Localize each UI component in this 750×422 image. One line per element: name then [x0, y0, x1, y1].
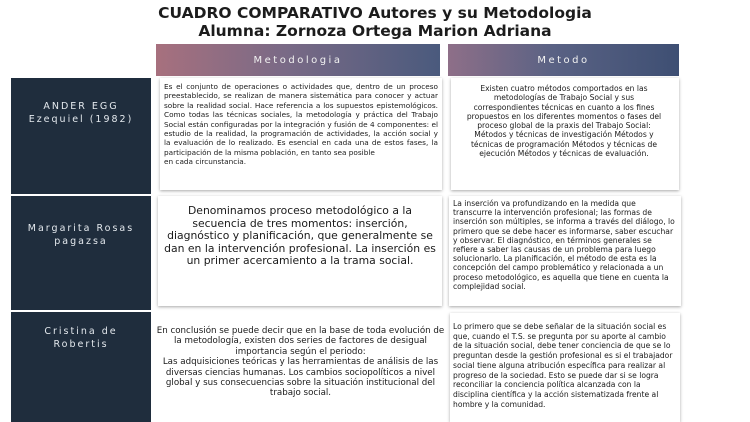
cell-text: Denominamos proceso metodológico a la secuencia de tres momentos: inserción, diagnóstico y planificación, que generalmente se dan en la intervención profesional. La inserción es un primer acercamiento a la trama social.	[164, 204, 436, 267]
column-header-metodologia: Metodologia	[156, 44, 440, 76]
cell-text: En conclusión se puede decir que en la base de toda evolución de la metodología, existen dos series de factores de desigual importancia según el periodo:	[156, 326, 445, 357]
cell-text: Existen cuatro métodos comportados en las metodologías de Trabajo Social y sus correspondientes técnicas en cuanto a los fines propuestos en los diferentes momentos o fases del proceso global de la praxis del Trabajo Social: Métodos y técnicas de investigación Métodos y técnicas de programación Métodos y técnicas de ejecución Métodos y técnicas de evaluación.	[466, 84, 662, 159]
row-label-ander-egg	[11, 78, 151, 194]
title-line-1: CUADRO COMPARATIVO Autores y su Metodologia	[158, 4, 592, 22]
column-header-metodo: Metodo	[448, 44, 679, 76]
cell-text-end: en cada circunstancia.	[164, 157, 247, 167]
cell-metodologia-ander-egg	[160, 78, 442, 190]
author-detail: pagazsa	[54, 236, 108, 247]
cell-metodo-cristina-de-robertis	[450, 313, 680, 422]
author-name: ANDER EGG	[43, 101, 119, 112]
cell-metodologia-cristina-de-robertis	[155, 313, 446, 422]
row-label-margarita-rosas	[11, 196, 151, 310]
author-name: Cristina de	[44, 326, 118, 337]
cell-text: Es el conjunto de operaciones o actividades que, dentro de un proceso preestablecido, se realizan de manera sistemática para conocer y actuar sobre la realidad social. Hace referencia a los supuestos epistemológicos. Como todas las técnicas sociales, la metodología y práctica del Trabajo Social están configuradas por la integración y fusión de 4 componentes: el estudio de la realidad, la programación de actividades, la acción social y la evaluación de lo realizado. Es esencial en cada una de estos fases, la participación de la misma población, en tanto sea posible	[164, 82, 438, 157]
author-name: Margarita Rosas	[27, 223, 135, 234]
author-detail: Robertis	[53, 339, 109, 350]
cell-metodo-margarita-rosas	[449, 196, 681, 306]
page-title	[0, 4, 750, 40]
cell-metodo-ander-egg	[451, 78, 679, 190]
author-detail: Ezequiel (1982)	[28, 114, 134, 125]
cell-metodologia-margarita-rosas	[158, 196, 442, 306]
cell-text: La inserción va profundizando en la medida que transcurre la intervención profesional; las formas de inserción son múltiples, se informa a través del diálogo, lo primero que se debe hacer es informarse, saber escuchar y observar. El diagnóstico, en términos generales se refiere a saber las causas de un problema para luego solucionarlo. La planificación, el método de esta es la concepción del campo problemático y relacionada a un proceso metodológico, es aquella que tiene en cuenta la complejidad social.	[453, 199, 675, 291]
row-label-cristina-de-robertis	[11, 312, 151, 422]
title-line-2: Alumna: Zornoza Ortega Marion Adriana	[198, 22, 552, 40]
cell-text: Lo primero que se debe señalar de la situación social es que, cuando el T.S. se pregunta por su aporte al cambio de la situación social, debe tener conciencia de que se lo preguntan desde la gestión profesional es si el trabajador social tiene alguna atribución específica para realizar al progreso de la sociedad. Esto se puede dar si se logra reconciliar la conciencia política alcanzada con la disciplina científica y la acción sistematizada frente al hombre y la comunidad.	[453, 322, 673, 409]
cell-text-end: Las adquisiciones teóricas y las herramientas de análisis de las diversas ciencias humanas. Los cambios sociopolíticos a nivel global y sus consecuencias sobre la situación institucional del trabajo social.	[162, 357, 439, 399]
